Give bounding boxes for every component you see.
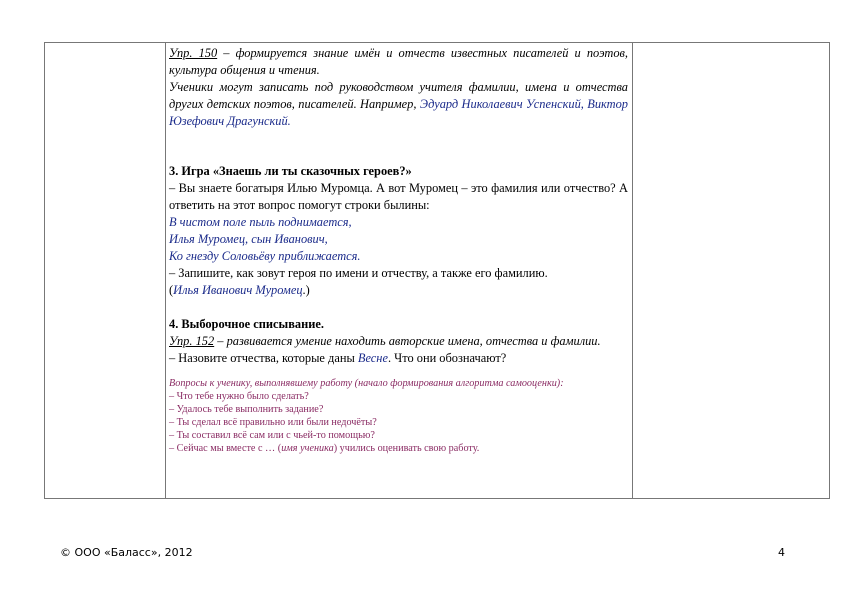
answer-open: (	[169, 283, 174, 297]
game-question: – Вы знаете богатыря Илью Муромца. А вот Муромец – это фамилия или отчество? А ответить на этот вопрос помогут строки былины:	[169, 181, 628, 212]
exercise-152-paragraph	[169, 333, 628, 350]
question-2: – Удалось тебе выполнить задание?	[169, 404, 324, 415]
task-write: – Запишите, как зовут героя по имени и отчеству, а также его фамилию.	[169, 266, 548, 280]
name-task-post: . Что они обозначают?	[387, 351, 507, 365]
answer-close: .)	[302, 283, 310, 297]
footer-copyright: © ООО «Баласс», 2012	[60, 546, 193, 559]
students-paragraph	[169, 79, 628, 130]
answer-name: Илья Иванович Муромец	[173, 283, 303, 297]
poem-line-1: В чистом поле пыль поднимается,	[169, 215, 352, 229]
exercise-152-text: – развивается умение находить авторские имена, отчества и фамилии.	[214, 334, 601, 348]
question-5-post: ) учились оценивать свою работу.	[333, 443, 480, 454]
poem-line-3: Ко гнезду Соловьёву приближается.	[169, 249, 361, 263]
footer-page-number: 4	[778, 546, 785, 559]
answer-line	[169, 282, 628, 299]
exercise-150-paragraph	[169, 45, 628, 79]
question-5-pre: – Сейчас мы вместе с … (	[169, 443, 282, 454]
table-column-right	[632, 43, 829, 498]
students-text: Ученики могут записать под руководством учителя фамилии, имена и отчества других детских поэтов, писателей. Например,	[169, 80, 628, 111]
question-5	[169, 442, 628, 455]
table-column-content	[166, 43, 632, 498]
name-task-pre: – Назовите отчества, которые даны	[169, 351, 358, 365]
question-5-italic: имя ученика	[281, 443, 334, 454]
students-names: Эдуард Николаевич Успенский, Виктор Юзефович Драгунский.	[169, 97, 628, 128]
exercise-150-label: Упр. 150	[169, 46, 218, 60]
question-1: – Что тебе нужно было сделать?	[169, 391, 309, 402]
questions-intro: Вопросы к ученику, выполнявшему работу (начало формирования алгоритма самооценки):	[169, 378, 564, 389]
game-title: 3. Игра «Знаешь ли ты сказочных героев?»	[169, 164, 412, 178]
table-column-left	[45, 43, 166, 498]
exercise-150-text: – формируется знание имён и отчеств известных писателей и поэтов, культура общения и чтения.	[169, 46, 628, 77]
question-3: – Ты сделал всё правильно или были недочёты?	[169, 417, 377, 428]
exercise-152-label: Упр. 152	[169, 334, 215, 348]
poem-line-2: Илья Муромец, сын Иванович,	[169, 232, 328, 246]
lesson-table	[44, 42, 830, 499]
name-task	[169, 350, 628, 367]
question-4: – Ты составил всё сам или с чьей-то помощью?	[169, 430, 375, 441]
copy-title: 4. Выборочное списывание.	[169, 317, 324, 331]
name-task-word: Весне	[357, 351, 388, 365]
